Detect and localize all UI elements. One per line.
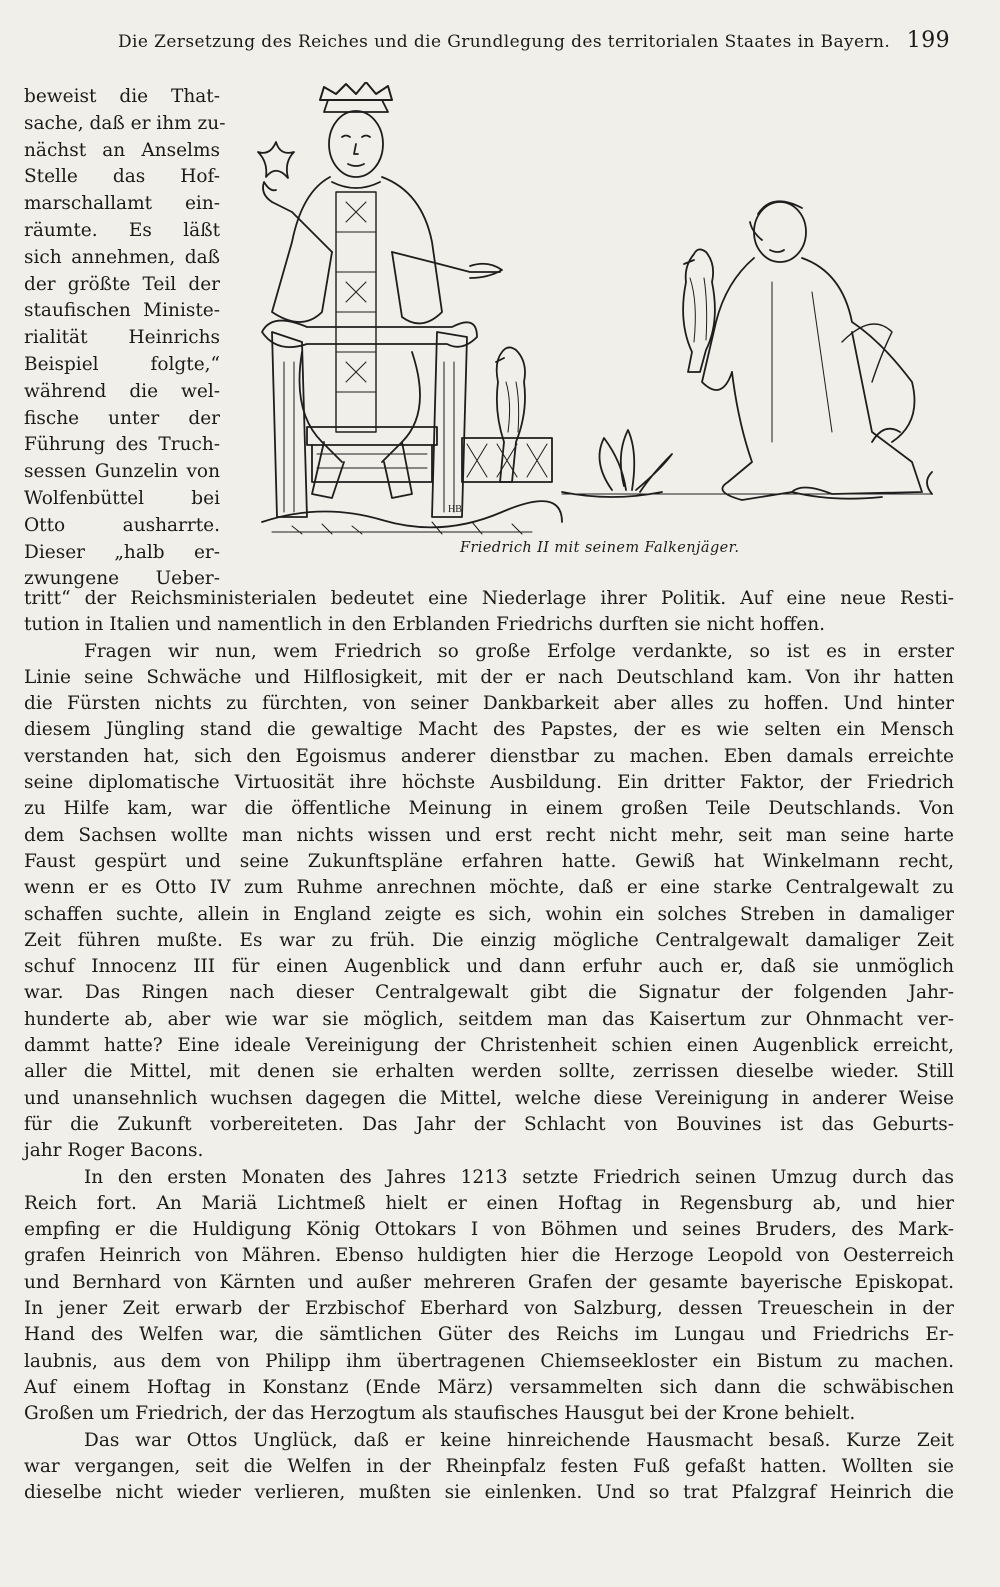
king-figure — [258, 82, 502, 498]
text-line: Großen um Friedrich, der das Herzogtum als staufisches Hausgut bei der Krone behielt. — [24, 1403, 856, 1425]
text-line: während die wel- — [24, 380, 220, 402]
text-line: Linie seine Schwäche und Hilflosigkeit, mit der er nach Deutschland kam. Von ihr hatten — [24, 666, 954, 688]
text-line: für die Zukunft vorbereiteten. Das Jahr der Schlacht von Bouvines ist das Geburts- — [24, 1113, 954, 1135]
text-line: schuf Innocenz III für einen Augenblick und dann erfuhr auch er, daß sie unmöglich — [24, 956, 954, 978]
text-line: sich annehmen, daß — [24, 246, 220, 268]
text-line: dieselbe nicht wieder verlieren, mußten sie einlenken. Und so trat Pfalzgraf Heinrich die — [24, 1482, 954, 1504]
text-line: zu Hilfe kam, war die öffentliche Meinung in einem großen Teile Deutschlands. Von — [24, 798, 954, 820]
text-line: jahr Roger Bacons. — [24, 1140, 204, 1162]
main-body-text — [24, 586, 954, 1506]
text-line: verstanden hat, sich den Egoismus anderer dienstbar zu machen. Eben damals erreichte — [24, 745, 954, 767]
text-line: hunderte ab, aber wie war sie möglich, seitdem man das Kaisertum zur Ohnmacht ver- — [24, 1008, 954, 1030]
text-line: grafen Heinrich von Mähren. Ebenso huldigten hier die Herzoge Leopold von Oesterreich — [24, 1245, 954, 1267]
text-line: Wolfenbüttel bei — [24, 487, 220, 509]
figure-caption: Friedrich II mit seinem Falkenjäger. — [460, 540, 740, 556]
text-line: Otto ausharrte. — [24, 514, 220, 536]
perched-falcon — [496, 347, 525, 482]
running-title: Die Zersetzung des Reiches und die Grundlegung des territorialen Staates in Bayern. — [118, 32, 891, 52]
text-line: In den ersten Monaten des Jahres 1213 setzte Friedrich seinen Umzug durch das — [84, 1166, 954, 1188]
text-line: tution in Italien und namentlich in den Erblanden Friedrichs durften sie nicht hoffen. — [24, 614, 825, 636]
text-line: Auf einem Hoftag in Konstanz (Ende März) versammelten sich dann die schwäbischen — [24, 1376, 954, 1398]
text-line: und Bernhard von Kärnten und außer mehreren Grafen der gesamte bayerische Episkopat. — [24, 1271, 954, 1293]
text-line: räumte. Es läßt — [24, 219, 220, 241]
text-line: laubnis, aus dem von Philipp ihm übertragenen Chiemseekloster ein Bistum zu machen. — [24, 1350, 954, 1372]
text-line: sache, daß er ihm zu- — [24, 112, 226, 134]
text-line: dem Sachsen wollte man nichts wissen und erst recht nicht mehr, seit man seine harte — [24, 824, 954, 846]
text-line: Das war Ottos Unglück, daß er keine hinreichende Hausmacht besaß. Kurze Zeit — [84, 1429, 954, 1451]
text-line: Reich fort. An Mariä Lichtmeß hielt er einen Hoftag in Regensburg ab, und hier — [24, 1192, 954, 1214]
text-line: nächst an Anselms — [24, 139, 220, 161]
text-line: Stelle das Hof- — [24, 166, 220, 188]
text-line: schaffen suchte, allein in England zeigte es sich, wohin ein solches Streben in damaliger — [24, 903, 954, 925]
illustration-friedrich-falconer — [232, 82, 954, 582]
text-line: beweist die That- — [24, 86, 220, 107]
running-header — [70, 28, 950, 58]
text-line: Hand des Welfen war, die sämtlichen Güter des Reichs im Lungau und Friedrichs Er- — [24, 1324, 954, 1346]
text-line: marschallamt ein- — [24, 193, 220, 215]
plant — [562, 430, 672, 497]
text-line: aller die Mittel, mit denen sie erhalten werden sollte, zerrissen dieselbe wieder. Still — [24, 1061, 954, 1083]
perch-block — [462, 438, 552, 482]
page-number: 199 — [906, 28, 950, 53]
throne — [262, 321, 477, 517]
text-line: dammt hatte? Eine ideale Vereinigung der Christenheit schien einen Augenblick erreicht, — [24, 1035, 954, 1057]
text-line: zwungene Ueber- — [24, 568, 220, 590]
text-line: staufischen Ministe- — [24, 300, 220, 322]
text-line: und unansehnlich wuchsen dagegen die Mittel, welche diese Vereinigung in anderer Weise — [24, 1087, 954, 1109]
text-line: der größte Teil der — [24, 273, 220, 295]
text-line: wenn er es Otto IV zum Ruhme anrechnen möchte, daß er eine starke Centralgewalt zu — [24, 877, 954, 899]
falconer-figure — [702, 201, 922, 500]
text-line: Führung des Truch- — [24, 434, 220, 456]
text-line: Beispiel folgte,“ — [24, 353, 220, 375]
text-line: sessen Gunzelin von — [24, 461, 220, 483]
text-line: war vergangen, seit die Welfen in der Rheinpfalz festen Fuß gefaßt hatten. Wollten sie — [24, 1455, 954, 1477]
text-line: diesem Jüngling stand die gewaltige Macht des Papstes, der es wie selten ein Mensch — [24, 719, 954, 741]
text-line: Faust gespürt und seine Zukunftspläne erfahren hatte. Gewiß hat Winkelmann recht, — [24, 850, 954, 872]
text-line: empfing er die Huldigung König Ottokars I von Böhmen und seines Bruders, des Mark- — [24, 1219, 954, 1241]
text-line: Fragen wir nun, wem Friedrich so große Erfolge verdankte, so ist es in erster — [84, 640, 954, 662]
artist-signature: HB — [448, 504, 462, 515]
text-line: rialität Heinrichs — [24, 327, 220, 349]
text-line: Dieser „halb er- — [24, 541, 220, 563]
falcon-on-hand — [683, 249, 715, 372]
text-line: fische unter der — [24, 407, 220, 429]
side-column-text — [24, 84, 226, 593]
text-line: war. Das Ringen nach dieser Centralgewalt gibt die Signatur der folgenden Jahr- — [24, 982, 954, 1004]
text-line: die Fürsten nichts zu fürchten, von seiner Dankbarkeit aber alles zu hoffen. Und hinter — [24, 693, 954, 715]
text-line: In jener Zeit erwarb der Erzbischof Eberhard von Salzburg, dessen Treueschein in der — [24, 1298, 954, 1320]
text-line: seine diplomatische Virtuosität ihre höchste Ausbildung. Ein dritter Faktor, der Friedrich — [24, 772, 954, 794]
text-line: tritt“ der Reichsministerialen bedeutet eine Niederlage ihrer Politik. Auf eine neue Resti- — [24, 588, 954, 609]
text-line: Zeit führen mußte. Es war zu früh. Die einzig mögliche Centralgewalt damaliger Zeit — [24, 929, 954, 951]
